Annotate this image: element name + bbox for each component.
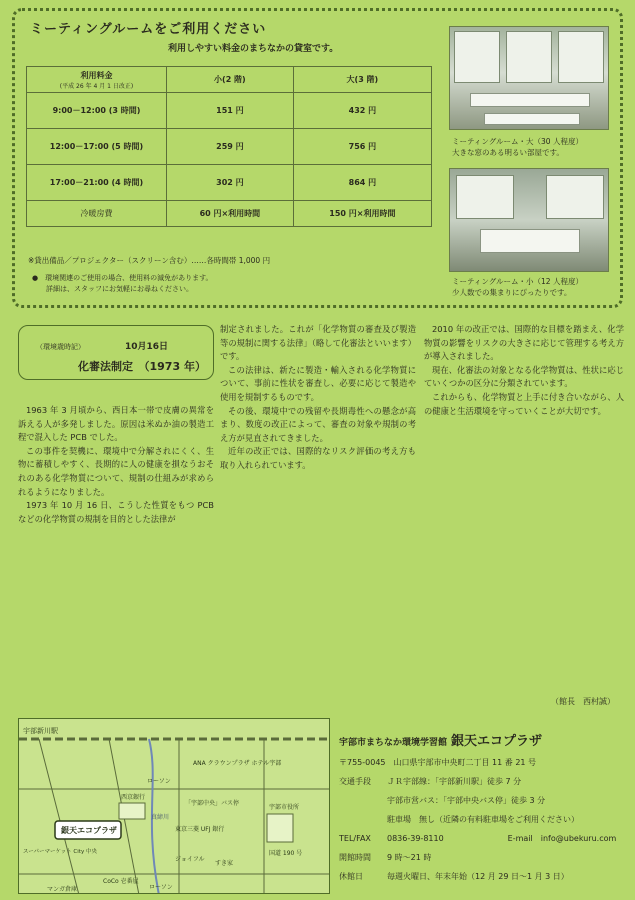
table-shape <box>470 93 590 107</box>
station-label: 宇部新川駅 <box>23 727 58 735</box>
price-row <box>27 93 432 129</box>
large-room-desc: 大きな窓のある明るい部屋です。 <box>452 148 564 157</box>
col-small-room: 小(2 階) <box>167 67 294 93</box>
access-train: ＪＲ宇部線：「宇部新川駅」徒歩 7 分 <box>387 777 522 786</box>
paragraph: 1973 年 10 月 16 日、こうした性質をもつ PCB などの化学物質の規制を目的とした法律が <box>18 500 214 524</box>
plaza-label: 銀天エコプラザ <box>61 826 117 835</box>
manga-label: マンガ倉庫 <box>47 886 78 893</box>
coco-label: CoCo 壱番屋 <box>103 878 139 885</box>
paragraph: この法律は、新たに製造・輸入される化学物質について、事前に性状を審査し、必要に応じて製造や使用を規制するものです。 <box>220 364 416 402</box>
inquiry-line: 詳細は、スタッフにお気軽にお尋ねください。 <box>46 285 193 293</box>
cityhall-block <box>267 814 293 842</box>
price-label: 利用料金 <box>80 70 113 80</box>
window-shape <box>558 31 604 83</box>
road <box>39 739 79 894</box>
tel-value[interactable]: 0836-39-8110 <box>387 834 444 843</box>
bank-block <box>119 803 145 819</box>
lawson-label: ローソン <box>149 884 173 891</box>
address: 〒755-0045 山口県宇部市中央町二丁目 11 番 21 号 <box>339 758 537 767</box>
rental-note: ※貸出備品／プロジェクター（スクリーン含む）……各時間帯 1,000 円 <box>28 256 271 265</box>
access-row <box>339 772 629 791</box>
hours-label: 開館時間 <box>339 853 371 862</box>
bank-label: 西京銀行 <box>121 794 146 801</box>
paragraph: この事件を契機に、環境中で分解されにくく、生物に蓄積しやすく、長期的に人の健康を損なうおそれのある化学物質について、規制の仕組みが求められるようになりました。 <box>18 445 214 497</box>
paragraph: 1963 年 3 月頃から、西日本一帯で皮膚の異常を訴える人が多発しました。原因は米ぬか油の製造工程で混入した PCB でした。 <box>18 405 214 443</box>
price-table <box>26 66 432 227</box>
joyful-label: ジョイフル <box>175 856 205 863</box>
price-row <box>27 129 432 165</box>
large-room-photo <box>449 26 609 130</box>
contact-row <box>339 829 629 848</box>
paragraph: その後、環境中での残留や長期毒性への懸念が高まり、数度の改正によって、審査の対象や規制の考え方が見直されてきました。 <box>220 405 416 443</box>
facility-name <box>339 732 629 753</box>
heating-large: 150 円×利用時間 <box>293 201 431 227</box>
price-header-row <box>27 67 432 93</box>
paragraph: 2010 年の改正では、国際的な目標を踏まえ、化学物質の影響をリスクの大きさに応じて管理する考え方が導入されました。 <box>424 324 624 362</box>
closed-label: 休館日 <box>339 872 363 881</box>
route-label: 国道 190 号 <box>269 850 303 857</box>
hotel-label: ANA クラウンプラザ ホテル宇部 <box>193 760 282 767</box>
large-price: 432 円 <box>293 93 431 129</box>
article-author: （館長 西村誠） <box>551 697 615 706</box>
hours-value: 9 時～21 時 <box>387 853 432 862</box>
discount-line: ● 環境関連のご使用の場合、使用料の減免があります。 <box>32 274 213 282</box>
lawson-label: ローソン <box>147 778 171 785</box>
small-room-desc: 少人数での集まりにぴったりです。 <box>452 288 572 297</box>
price-row <box>27 165 432 201</box>
map-drawing <box>19 719 330 894</box>
sukiya-label: すき家 <box>215 860 234 867</box>
parking-label: 駐車場 <box>387 815 411 824</box>
paragraph: 制定されました。これが「化学物質の審査及び製造等の規制に関する法律」（略して化審法といいます）です。 <box>220 324 416 362</box>
bus-row: 宇部市営バス：「宇部中央バス停」徒歩 3 分 <box>387 796 546 805</box>
facility-org: 宇部市まちなか環境学習館 <box>339 738 448 748</box>
price-header-label <box>27 67 167 93</box>
article-title: 化審法制定 （1973 年） <box>78 360 206 373</box>
closed-row <box>339 867 629 886</box>
meeting-room-title: ミーティングルームをご利用ください <box>30 22 267 37</box>
discount-note <box>32 273 213 295</box>
mail-link[interactable]: info@ubekuru.com <box>540 834 617 843</box>
facility-brand: 銀天エコプラザ <box>451 734 543 749</box>
large-room-name: ミーティングルーム・大（30 人程度） <box>452 137 583 146</box>
small-room-caption <box>452 276 612 298</box>
heating-row <box>27 201 432 227</box>
access-label: 交通手段 <box>339 777 371 786</box>
small-price: 259 円 <box>167 129 294 165</box>
window-shape <box>506 31 552 83</box>
window-shape <box>546 175 604 219</box>
tel-label: TEL/FAX <box>339 834 371 843</box>
table-shape <box>484 113 580 125</box>
col-large-room: 大(3 階) <box>293 67 431 93</box>
heating-label: 冷暖房費 <box>27 201 167 227</box>
meeting-room-subtitle: 利用しやすい料金のまちなかの貸室です。 <box>168 44 339 54</box>
large-price: 756 円 <box>293 129 431 165</box>
large-room-caption <box>452 136 612 158</box>
window-shape <box>456 175 514 219</box>
supermarket-label: スーパーマーケット City 中央 <box>23 849 97 855</box>
article-column-2 <box>220 323 416 473</box>
parking-row <box>339 810 629 829</box>
ufj-label: 東京三菱 UFJ 銀行 <box>175 826 225 833</box>
small-price: 302 円 <box>167 165 294 201</box>
facility-info <box>339 732 629 886</box>
hours-row <box>339 848 629 867</box>
access-map <box>18 718 330 894</box>
article-date: 10月16日 <box>125 342 169 352</box>
city-hall-label: 宇部市役所 <box>269 804 300 811</box>
article-tag: （環境歳時記） <box>36 343 85 351</box>
parking-value: 無し（近隣の有料駐車場をご利用ください） <box>419 815 579 824</box>
bus-stop-label: 「宇部中央」バス停 <box>185 800 240 807</box>
price-revision-date: (平成 26 年 4 月 1 日改正) <box>59 82 134 90</box>
time-slot: 9:00－12:00 (3 時間) <box>27 93 167 129</box>
large-price: 864 円 <box>293 165 431 201</box>
time-slot: 17:00－21:00 (4 時間) <box>27 165 167 201</box>
heating-small: 60 円×利用時間 <box>167 201 294 227</box>
small-price: 151 円 <box>167 93 294 129</box>
mail-label: E-mail <box>507 834 533 843</box>
closed-value: 毎週火曜日、年末年始（12 月 29 日～1 月 3 日） <box>387 872 569 881</box>
window-shape <box>454 31 500 83</box>
small-room-name: ミーティングルーム・小（12 人程度） <box>452 277 583 286</box>
time-slot: 12:00－17:00 (5 時間) <box>27 129 167 165</box>
paragraph: 現在、化審法の対象となる化学物質は、性状に応じていくつかの区分に分類されています。 <box>424 364 624 389</box>
table-shape <box>480 229 580 253</box>
small-room-photo <box>449 168 609 272</box>
paragraph: 近年の改正では、国際的なリスク評価の考え方も取り入れられています。 <box>220 446 416 470</box>
river-label: 真締川 <box>151 814 170 821</box>
article-column-1 <box>18 404 214 526</box>
paragraph: これからも、化学物質と上手に付き合いながら、人の健康と生活環境を守っていくことが大切です。 <box>424 391 624 416</box>
article-column-3 <box>424 323 624 418</box>
